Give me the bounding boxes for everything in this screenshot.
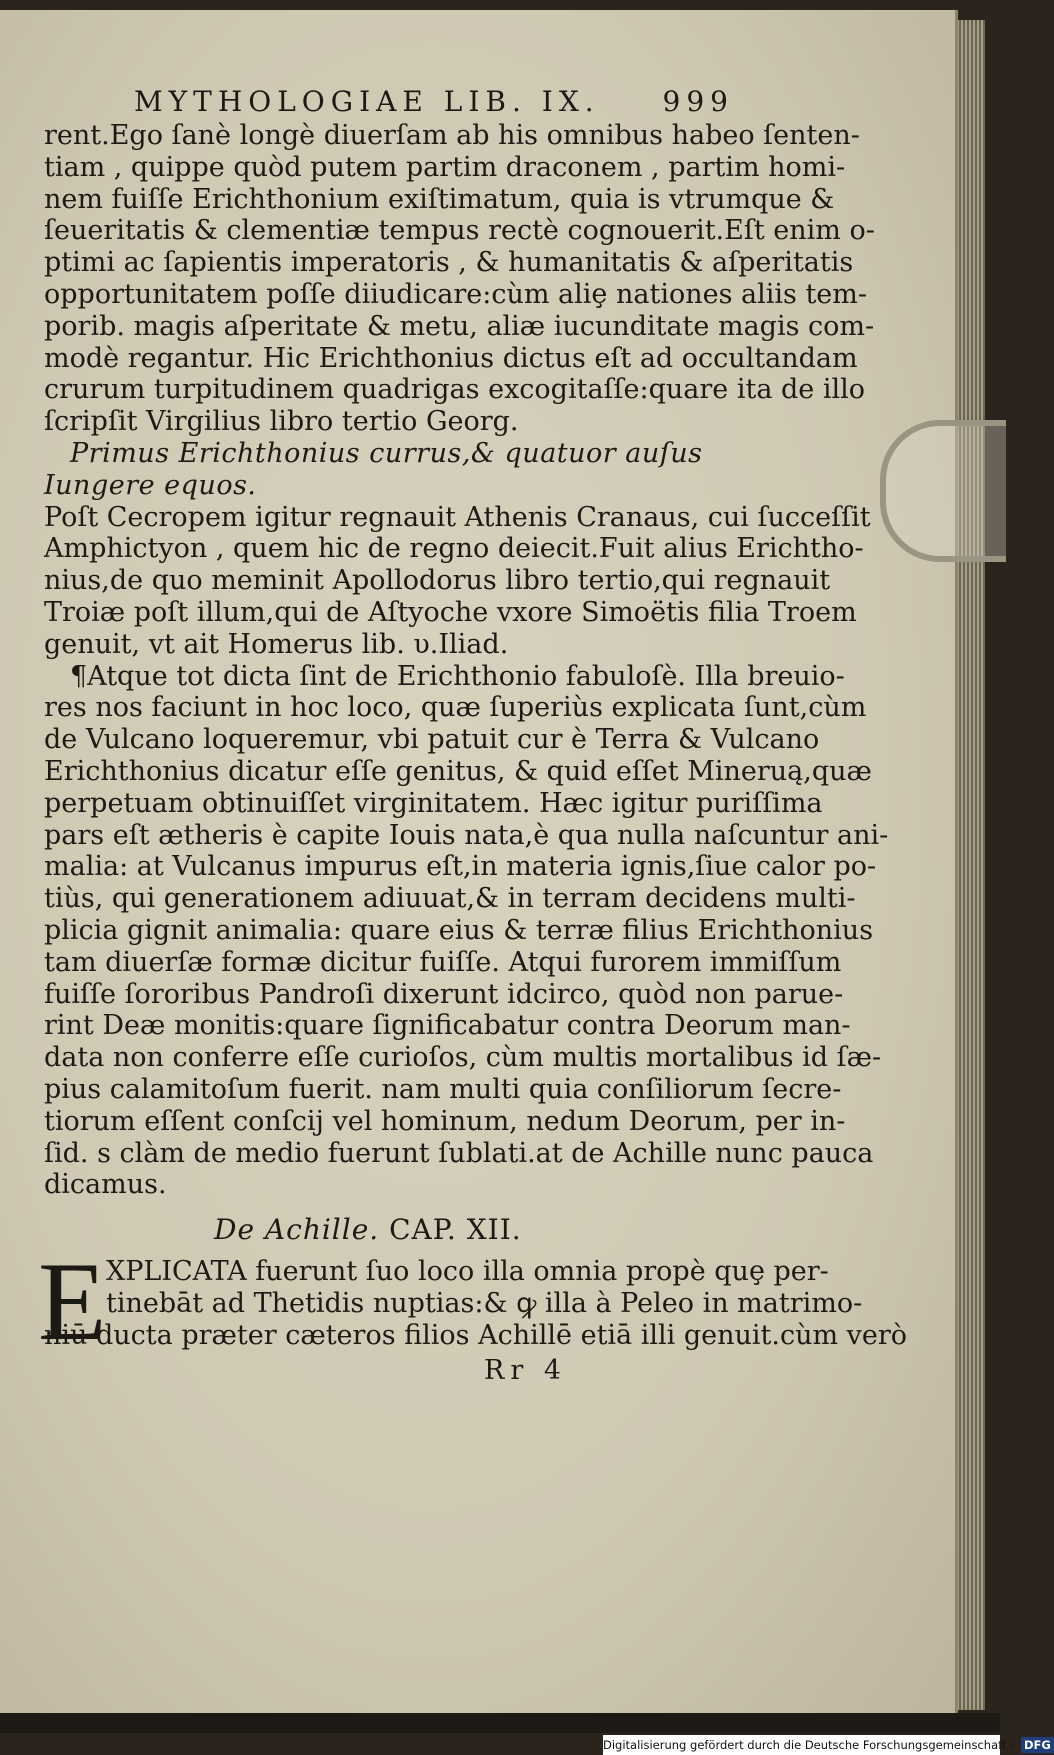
text-line: data non conferre eſſe curioſos, cùm multis mortalibus id ſæ- — [44, 1042, 882, 1074]
text-line: genuit, vt ait Homerus lib. υ.Iliad. — [44, 628, 509, 660]
text-line: XPLICATA fuerunt ſuo loco illa omnia propè quȩ per- — [106, 1256, 829, 1288]
digitization-footer — [603, 1735, 1051, 1755]
chapter-number: CAP. XII. — [389, 1213, 522, 1247]
text-line: rint Deæ monitis:quare ſignificabatur contra Deorum man- — [44, 1010, 851, 1042]
text-line: Primus Erichthonius currus,& quatuor auſus — [70, 437, 703, 469]
running-head-title: MYTHOLOGIAE LIB. IX. — [134, 85, 600, 118]
text-line: niū ducta præter cæteros filios Achillē etiā illi genuit.cùm verò — [44, 1319, 908, 1351]
text-line: ptimi ac ſapientis imperatoris , & humanitatis & aſperitatis — [44, 247, 854, 279]
text-line: Erichthonius dicatur eſſe genitus, & quid eſſet Mineruą,quæ — [44, 755, 872, 787]
text-line: Amphictyon , quem hic de regno deiecit.Fuit alius Erichtho- — [44, 533, 864, 565]
text-line: modè regantur. Hic Erichthonius dictus eſt ad occultandam — [44, 342, 858, 374]
text-line: fuiſſe ſororibus Pandroſi dixerunt idcirco, quòd non parue- — [44, 978, 844, 1010]
paragraph — [44, 660, 889, 1202]
text-line: pars eſt ætheris è capite Iouis nata,è qua nulla naſcuntur ani- — [44, 819, 889, 851]
paragraph — [44, 120, 875, 438]
running-head — [44, 85, 734, 118]
text-line: ¶Atque tot dicta ſint de Erichthonio fabuloſè. Illa breuio- — [70, 660, 845, 692]
text-line: res nos faciunt in hoc loco, quæ ſuperiùs explicata ſunt,cùm — [44, 692, 867, 724]
text-line: de Vulcano loqueremur, vbi patuit cur è Terra & Vulcano — [44, 724, 820, 756]
text-line: Troiæ poſt illum,qui de Aſtyoche vxore Simoëtis filia Troem — [44, 596, 857, 628]
chapter-title: De Achille. — [214, 1213, 380, 1247]
text-line: ſid. s clàm de medio fuerunt ſublati.at de Achille nunc pauca — [44, 1137, 874, 1169]
page-number: 999 — [662, 85, 734, 118]
footer-credit: Digitalisierung gefördert durch die Deutsche Forschungsgemeinschaft - — [603, 1738, 1015, 1752]
text-line: porib. magis aſperitate & metu, aliæ iucunditate magis com- — [44, 310, 875, 342]
body-text — [44, 120, 889, 1201]
chapter-opening — [38, 1240, 908, 1365]
text-line: tiorum eſſent conſcij vel hominum, nedum Deorum, per in- — [44, 1105, 846, 1137]
chapter-heading — [44, 1213, 734, 1246]
text-line: perpetuam obtinuiſſet virginitatem. Hæc igitur puriſſima — [44, 787, 823, 819]
text-line: opportunitatem poſſe diiudicare:cùm aliȩ nationes aliis tem- — [44, 278, 868, 310]
text-line: ſeueritatis & clementiæ tempus rectè cognouerit.Eſt enim o- — [44, 215, 875, 247]
paragraph — [44, 501, 871, 661]
verse-quotation — [44, 438, 734, 502]
page-clip — [880, 420, 1006, 562]
book-bottom — [0, 1713, 1000, 1733]
text-line: tiùs, qui generationem adiuuat,& in terram decidens multi- — [44, 883, 856, 915]
signature-mark: Rr 4 — [484, 1355, 567, 1387]
page-text — [38, 85, 908, 1387]
text-line: crurum turpitudinem quadrigas excogitaſſe:quare ita de illo — [44, 374, 866, 406]
text-line: tinebāt ad Thetidis nuptias:& ꝙ illa à Peleo in matrimo- — [106, 1287, 863, 1319]
text-line: Poſt Cecropem igitur regnauit Athenis Cranaus, cui ſucceſſit — [44, 501, 871, 533]
text-line: nius,de quo meminit Apollodorus libro tertio,qui regnauit — [44, 565, 831, 597]
text-line: ſcripſit Virgilius libro tertio Georg. — [44, 406, 519, 438]
text-line: tam diuerſæ formæ dicitur fuiſſe. Atqui furorem immiſſum — [44, 946, 842, 978]
dfg-logo: DFG — [1021, 1737, 1054, 1753]
text-line: rent.Ego ſanè longè diuerſam ab his omnibus habeo ſenten- — [44, 120, 860, 151]
text-line: nem fuiſſe Erichthonium exiſtimatum, quia is vtrumque & — [44, 183, 835, 215]
text-line: pius calamitoſum fuerit. nam multi quia conſiliorum ſecre- — [44, 1073, 842, 1105]
text-line: dicamus. — [44, 1169, 167, 1201]
page-edge — [955, 20, 985, 1710]
drop-cap-initial: E — [38, 1240, 107, 1365]
text-line: malia: at Vulcanus impurus eſt,in materia ignis,ſiue calor po- — [44, 851, 877, 883]
text-line: tiam , quippe quòd putem partim draconem , partim homi- — [44, 151, 846, 183]
chapter-text — [44, 1256, 908, 1351]
text-line: plicia gignit animalia: quare eius & terræ filius Erichthonius — [44, 914, 874, 946]
text-line: Iungere equos. — [44, 469, 257, 501]
